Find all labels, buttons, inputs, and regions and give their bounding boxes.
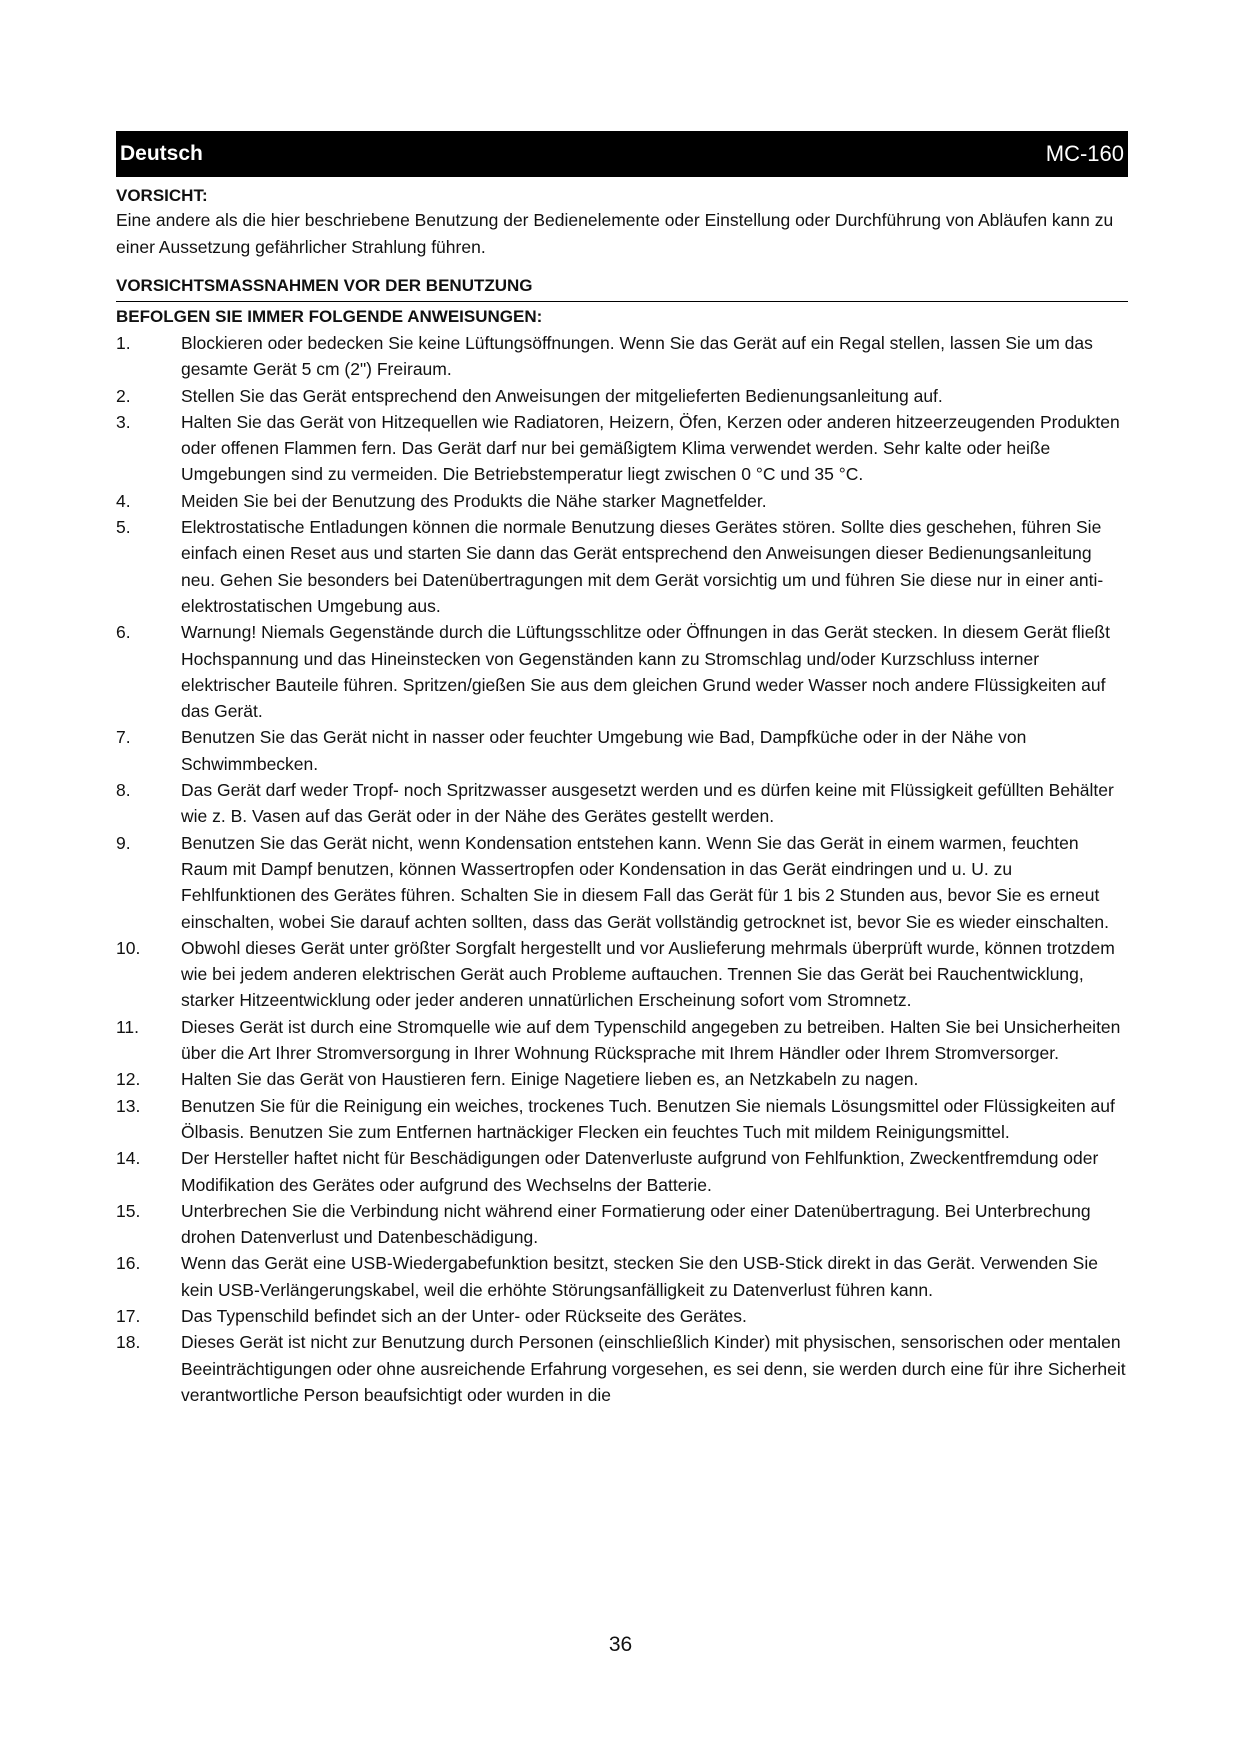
list-item — [116, 1329, 1128, 1408]
item-text: Obwohl dieses Gerät unter größter Sorgfalt hergestellt und vor Auslieferung mehrmals überprüft wurde, können trotzdem wie bei jedem anderen elektrischen Gerät auch Probleme auftauchen. Trennen Sie das Gerät bei Rauchentwicklung, starker Hitzeentwicklung oder jeder anderen unnatürlichen Erscheinung sofort vom Stromnetz. — [181, 937, 1115, 1011]
item-number: 18. — [116, 1332, 141, 1353]
item-number: 13. — [116, 1095, 141, 1116]
list-item — [116, 1145, 1128, 1198]
item-text: Das Typenschild befindet sich an der Unter- oder Rückseite des Gerätes. — [181, 1305, 747, 1326]
header-bar — [116, 131, 1128, 177]
list-item — [116, 619, 1128, 724]
precautions-title: VORSICHTSMASSNAHMEN VOR DER BENUTZUNG — [116, 276, 533, 295]
page-content — [116, 131, 1128, 1408]
item-text: Warnung! Niemals Gegenstände durch die Lüftungsschlitze oder Öffnungen in das Gerät stecken. In diesem Gerät fließt Hochspannung und das Hineinstecken von Gegenständen kann zu Stromschlag und/oder Kurzschluss interner elektrischer Bauteile führen. Spritzen/gießen Sie aus dem gleichen Grund weder Wasser noch andere Flüssigkeiten auf das Gerät. — [181, 622, 1110, 722]
item-text: Dieses Gerät ist durch eine Stromquelle wie auf dem Typenschild angegeben zu betreiben. Halten Sie bei Unsicherheiten über die Art Ihrer Stromversorgung in Ihrer Wohnung Rücksprache mit Ihrem Händler oder Ihrem Stromversorger. — [181, 1016, 1121, 1064]
item-text: Halten Sie das Gerät von Haustieren fern. Einige Nagetiere lieben es, an Netzkabeln zu nagen. — [181, 1069, 919, 1090]
list-item — [116, 830, 1128, 935]
list-item — [116, 1198, 1128, 1251]
item-number: 15. — [116, 1200, 141, 1221]
header-language: Deutsch — [120, 142, 203, 165]
item-number: 9. — [116, 832, 131, 853]
page-number: 36 — [608, 1633, 633, 1656]
item-text: Der Hersteller haftet nicht für Beschädigungen oder Datenverluste aufgrund von Fehlfunktion, Zweckentfremdung oder Modifikation des Gerätes oder aufgrund des Wechselns der Batterie. — [181, 1148, 1099, 1195]
caution-title: VORSICHT: — [116, 186, 208, 205]
list-item — [116, 1093, 1128, 1146]
item-number: 1. — [116, 333, 131, 353]
list-item — [116, 724, 1128, 777]
precautions-list — [116, 330, 1128, 1408]
precautions-subtitle: BEFOLGEN SIE IMMER FOLGENDE ANWEISUNGEN: — [116, 301, 1128, 328]
list-item — [116, 330, 1128, 383]
list-item — [116, 409, 1128, 488]
item-number: 3. — [116, 411, 131, 432]
item-number: 12. — [116, 1069, 141, 1090]
list-item — [116, 1066, 1128, 1092]
item-text: Stellen Sie das Gerät entsprechend den Anweisungen der mitgelieferten Bedienungsanleitung auf. — [181, 385, 943, 406]
item-number: 17. — [116, 1305, 141, 1326]
item-number: 14. — [116, 1148, 141, 1169]
item-text: Unterbrechen Sie die Verbindung nicht während einer Formatierung oder einer Datenübertragung. Bei Unterbrechung drohen Datenverlust und Datenbeschädigung. — [181, 1200, 1091, 1248]
item-text: Benutzen Sie das Gerät nicht, wenn Kondensation entstehen kann. Wenn Sie das Gerät in einem warmen, feuchten Raum mit Dampf benutzen, können Wassertropfen oder Kondensation in das Gerät eindringen und u. U. zu Fehlfunktionen des Gerätes führen. Schalten Sie in diesem Fall das Gerät für 1 bis 2 Stunden aus, bevor Sie es erneut einschalten, wobei Sie darauf achten sollten, dass das Gerät vollständig getrocknet ist, bevor Sie es wieder einschalten. — [181, 832, 1110, 932]
item-text: Elektrostatische Entladungen können die normale Benutzung dieses Gerätes stören. Sollte dies geschehen, führen Sie einfach einen Reset aus und starten Sie dann das Gerät entsprechend den Anweisungen dieser Bedienungsanleitung neu. Gehen Sie besonders bei Datenübertragungen mit dem Gerät vorsichtig um und führen Sie diese nur in einer anti-elektrostatischen Umgebung aus. — [181, 517, 1104, 616]
caution-text: Eine andere als die hier beschriebene Benutzung der Bedienelemente oder Einstellung oder Durchführung von Abläufen kann zu einer Aussetzung gefährlicher Strahlung führen. — [116, 210, 1114, 257]
item-number: 8. — [116, 780, 131, 801]
item-number: 2. — [116, 385, 131, 406]
item-text: Dieses Gerät ist nicht zur Benutzung durch Personen (einschließlich Kinder) mit physischen, sensorischen oder mentalen Beeinträchtigungen oder ohne ausreichende Erfahrung vorgesehen, es sei denn, sie werden durch eine für ihre Sicherheit verantwortliche Person beaufsichtigt oder wurden in die — [181, 1332, 1126, 1405]
item-number: 11. — [116, 1016, 140, 1037]
list-item — [116, 1014, 1128, 1067]
header-model: MC-160 — [1045, 141, 1124, 166]
item-number: 16. — [116, 1253, 141, 1274]
item-number: 7. — [116, 727, 131, 748]
item-text: Wenn das Gerät eine USB-Wiedergabefunktion besitzt, stecken Sie den USB-Stick direkt in das Gerät. Verwenden Sie kein USB-Verlängerungskabel, weil die erhöhte Störungsanfälligkeit zu Datenverlust führen kann. — [181, 1253, 1098, 1300]
item-number: 10. — [116, 937, 141, 958]
list-item — [116, 935, 1128, 1014]
item-text: Benutzen Sie für die Reinigung ein weiches, trockenes Tuch. Benutzen Sie niemals Lösungsmittel oder Flüssigkeiten auf Ölbasis. Benutzen Sie zum Entfernen hartnäckiger Flecken ein feuchtes Tuch mit mildem Reinigungsmittel. — [181, 1095, 1115, 1142]
item-text: Blockieren oder bedecken Sie keine Lüftungsöffnungen. Wenn Sie das Gerät auf ein Regal stellen, lassen Sie um das gesamte Gerät 5 cm (2") Freiraum. — [181, 333, 1093, 380]
list-item — [116, 488, 1128, 514]
item-text: Meiden Sie bei der Benutzung des Produkts die Nähe starker Magnetfelder. — [181, 490, 767, 511]
item-text: Das Gerät darf weder Tropf- noch Spritzwasser ausgesetzt werden und es dürfen keine mit Flüssigkeit gefüllten Behälter wie z. B. Vasen auf das Gerät oder in der Nähe des Gerätes gestellt werden. — [181, 780, 1114, 827]
item-number: 4. — [116, 490, 131, 511]
list-item — [116, 383, 1128, 409]
item-number: 5. — [116, 517, 131, 538]
list-item — [116, 1250, 1128, 1303]
item-number: 6. — [116, 622, 131, 643]
item-text: Halten Sie das Gerät von Hitzequellen wie Radiatoren, Heizern, Öfen, Kerzen oder anderen hitzeerzeugenden Produkten oder offenen Flammen fern. Das Gerät darf nur bei gemäßigtem Klima verwendet werden. Sehr kalte oder heiße Umgebungen sind zu vermeiden. Die Betriebstemperatur liegt zwischen 0 °C und 35 °C. — [181, 411, 1120, 485]
item-text: Benutzen Sie das Gerät nicht in nasser oder feuchter Umgebung wie Bad, Dampfküche oder in der Nähe von Schwimmbecken. — [181, 727, 1027, 774]
list-item — [116, 777, 1128, 830]
list-item — [116, 1303, 1128, 1329]
list-item — [116, 514, 1128, 619]
